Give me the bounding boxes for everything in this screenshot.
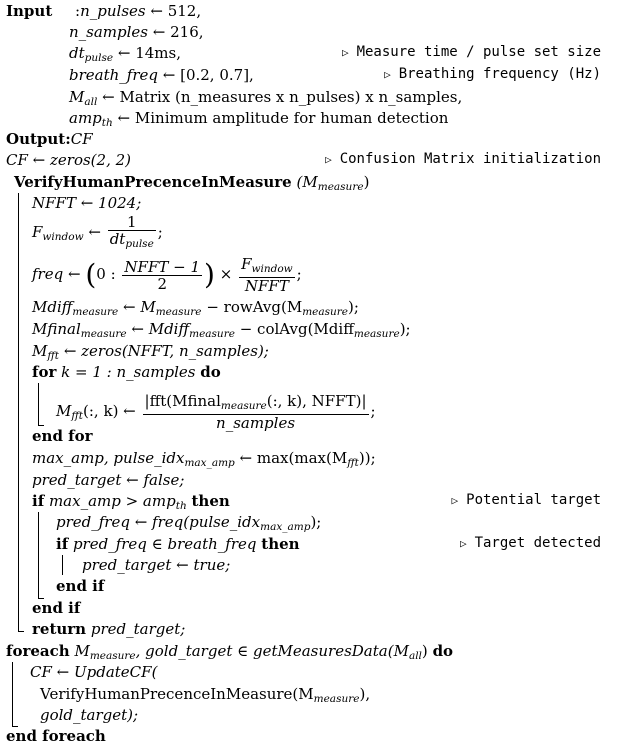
fwindow-line: $F_{window}$ ← $\frac{1}{dt_{pulse}}$ ; [32, 213, 163, 250]
function-scope-tick [18, 631, 24, 632]
n-samples-name: n_samples [69, 23, 148, 41]
m-all-sub: all [84, 96, 98, 108]
mfft-line: $M_{fft}$ ← zeros(NFFT, n_samples); [32, 342, 269, 362]
mdiff-line: Mdiff$_{measure}$ ← $M_{measure}$ − $rowAvg(M_{measure})$; [32, 298, 359, 318]
output-line [6, 130, 93, 148]
m-all-line [69, 88, 462, 111]
n-pulses-value: ← 512, [150, 2, 202, 20]
comment-confusion: ▷ Confusion Matrix initialization [325, 151, 601, 167]
function-scope-line [18, 193, 19, 631]
input-label: Input [6, 2, 53, 20]
freq-line: freq ← (0 : $\frac{\text{NFFT − 1}}{2}$ ) × $\frac{F_{window}}{\text{NFFT}}$ ; [32, 255, 302, 295]
output-var: CF [70, 130, 93, 148]
amp-th-name: amp [69, 109, 102, 127]
m-all-name: M [69, 88, 85, 106]
amp-th-value: ← Minimum amplitude for human detection [117, 109, 449, 127]
pred-init-line: pred_target ← false; [32, 471, 185, 489]
pred-freq-line: pred_freq ← freq(pulse_idx$_{max\_amp}$); [56, 513, 322, 533]
end-if-outer-line: end if [32, 599, 81, 617]
n-samples-value: ← 216, [152, 23, 204, 41]
m-all-value: ← Matrix (n_measures x n_pulses) x n_samples, [102, 88, 463, 106]
if-scope-line [38, 512, 39, 598]
loop-body-line: $M_{fft}$(:, k) ← $\frac{|fft(Mfinal_{measure}(:, k), NFFT)|}{\text{n\_samples}}$ ; [56, 392, 376, 432]
dt-pulse-name: dt [69, 44, 85, 62]
function-header: VerifyHumanPrecenceInMeasure $(M_{measure})$ [14, 173, 370, 193]
pred-true-line: pred_target ← true; [82, 556, 231, 574]
n-samples-line [69, 23, 204, 41]
output-label: Output: [6, 130, 71, 148]
update-cf-line: CF ← UpdateCF( [30, 663, 158, 681]
if2-line: if pred_freq ∈ breath_freq then [56, 535, 300, 553]
return-line: return pred_target; [32, 620, 186, 638]
fwindow-fraction: $\frac{1}{dt_{pulse}}$ [109, 213, 154, 250]
breath-freq-name: breath_freq [69, 66, 158, 84]
max-amp-line: max_amp, pulse_idx$_{max\_amp}$ ← $\max(\max(M_{fft}))$; [32, 449, 376, 469]
cf-init-line: CF ← zeros(2, 2) [6, 151, 131, 169]
dt-pulse-sub: pulse [84, 52, 114, 64]
amp-th-sub: th [101, 117, 113, 129]
end-if-inner-line: end if [56, 577, 105, 595]
comment-target-detected: ▷ Target detected [459, 535, 601, 551]
foreach-scope-line [12, 662, 13, 726]
comment-breathing: ▷ Breathing frequency (Hz) [384, 66, 601, 82]
end-for-line: end for [32, 427, 93, 445]
verify-call-line: $VerifyHumanPrecenceInMeasure(M_{measure})$, [40, 685, 371, 705]
input-line: Input :n_pulses ← 512, [6, 2, 202, 20]
n-pulses-name: n_pulses [80, 2, 146, 20]
comment-measure-time: ▷ Measure time / pulse set size [341, 44, 601, 60]
if2-scope-line [62, 555, 63, 575]
for-scope-tick [38, 425, 44, 426]
for-line: for k = 1 : n_samples do [32, 363, 221, 381]
mfinal-line: Mfinal$_{measure}$ ← Mdiff$_{measure}$ − colAvg(Mdiff$_{measure}$); [32, 320, 411, 340]
breath-freq-line [69, 66, 254, 84]
dt-pulse-value: ← 14ms, [117, 44, 181, 62]
foreach-line: foreach $M_{measure}$, gold_target ∈ $getMeasuresData(M_{all})$ do [6, 642, 454, 662]
comment-potential-target: ▷ Potential target [451, 492, 601, 508]
dt-pulse-line [69, 44, 181, 67]
for-scope-line [38, 383, 39, 425]
breath-freq-value: ← [0.2, 0.7], [162, 66, 254, 84]
function-name: VerifyHumanPrecenceInMeasure [14, 173, 292, 191]
end-foreach-line: end foreach [6, 727, 106, 745]
if-line: if max_amp > amp$_{th}$ then [32, 492, 230, 512]
nfft-line: NFFT ← 1024; [32, 194, 142, 212]
amp-th-line [69, 109, 448, 132]
gold-target-line: gold_target); [40, 706, 139, 724]
